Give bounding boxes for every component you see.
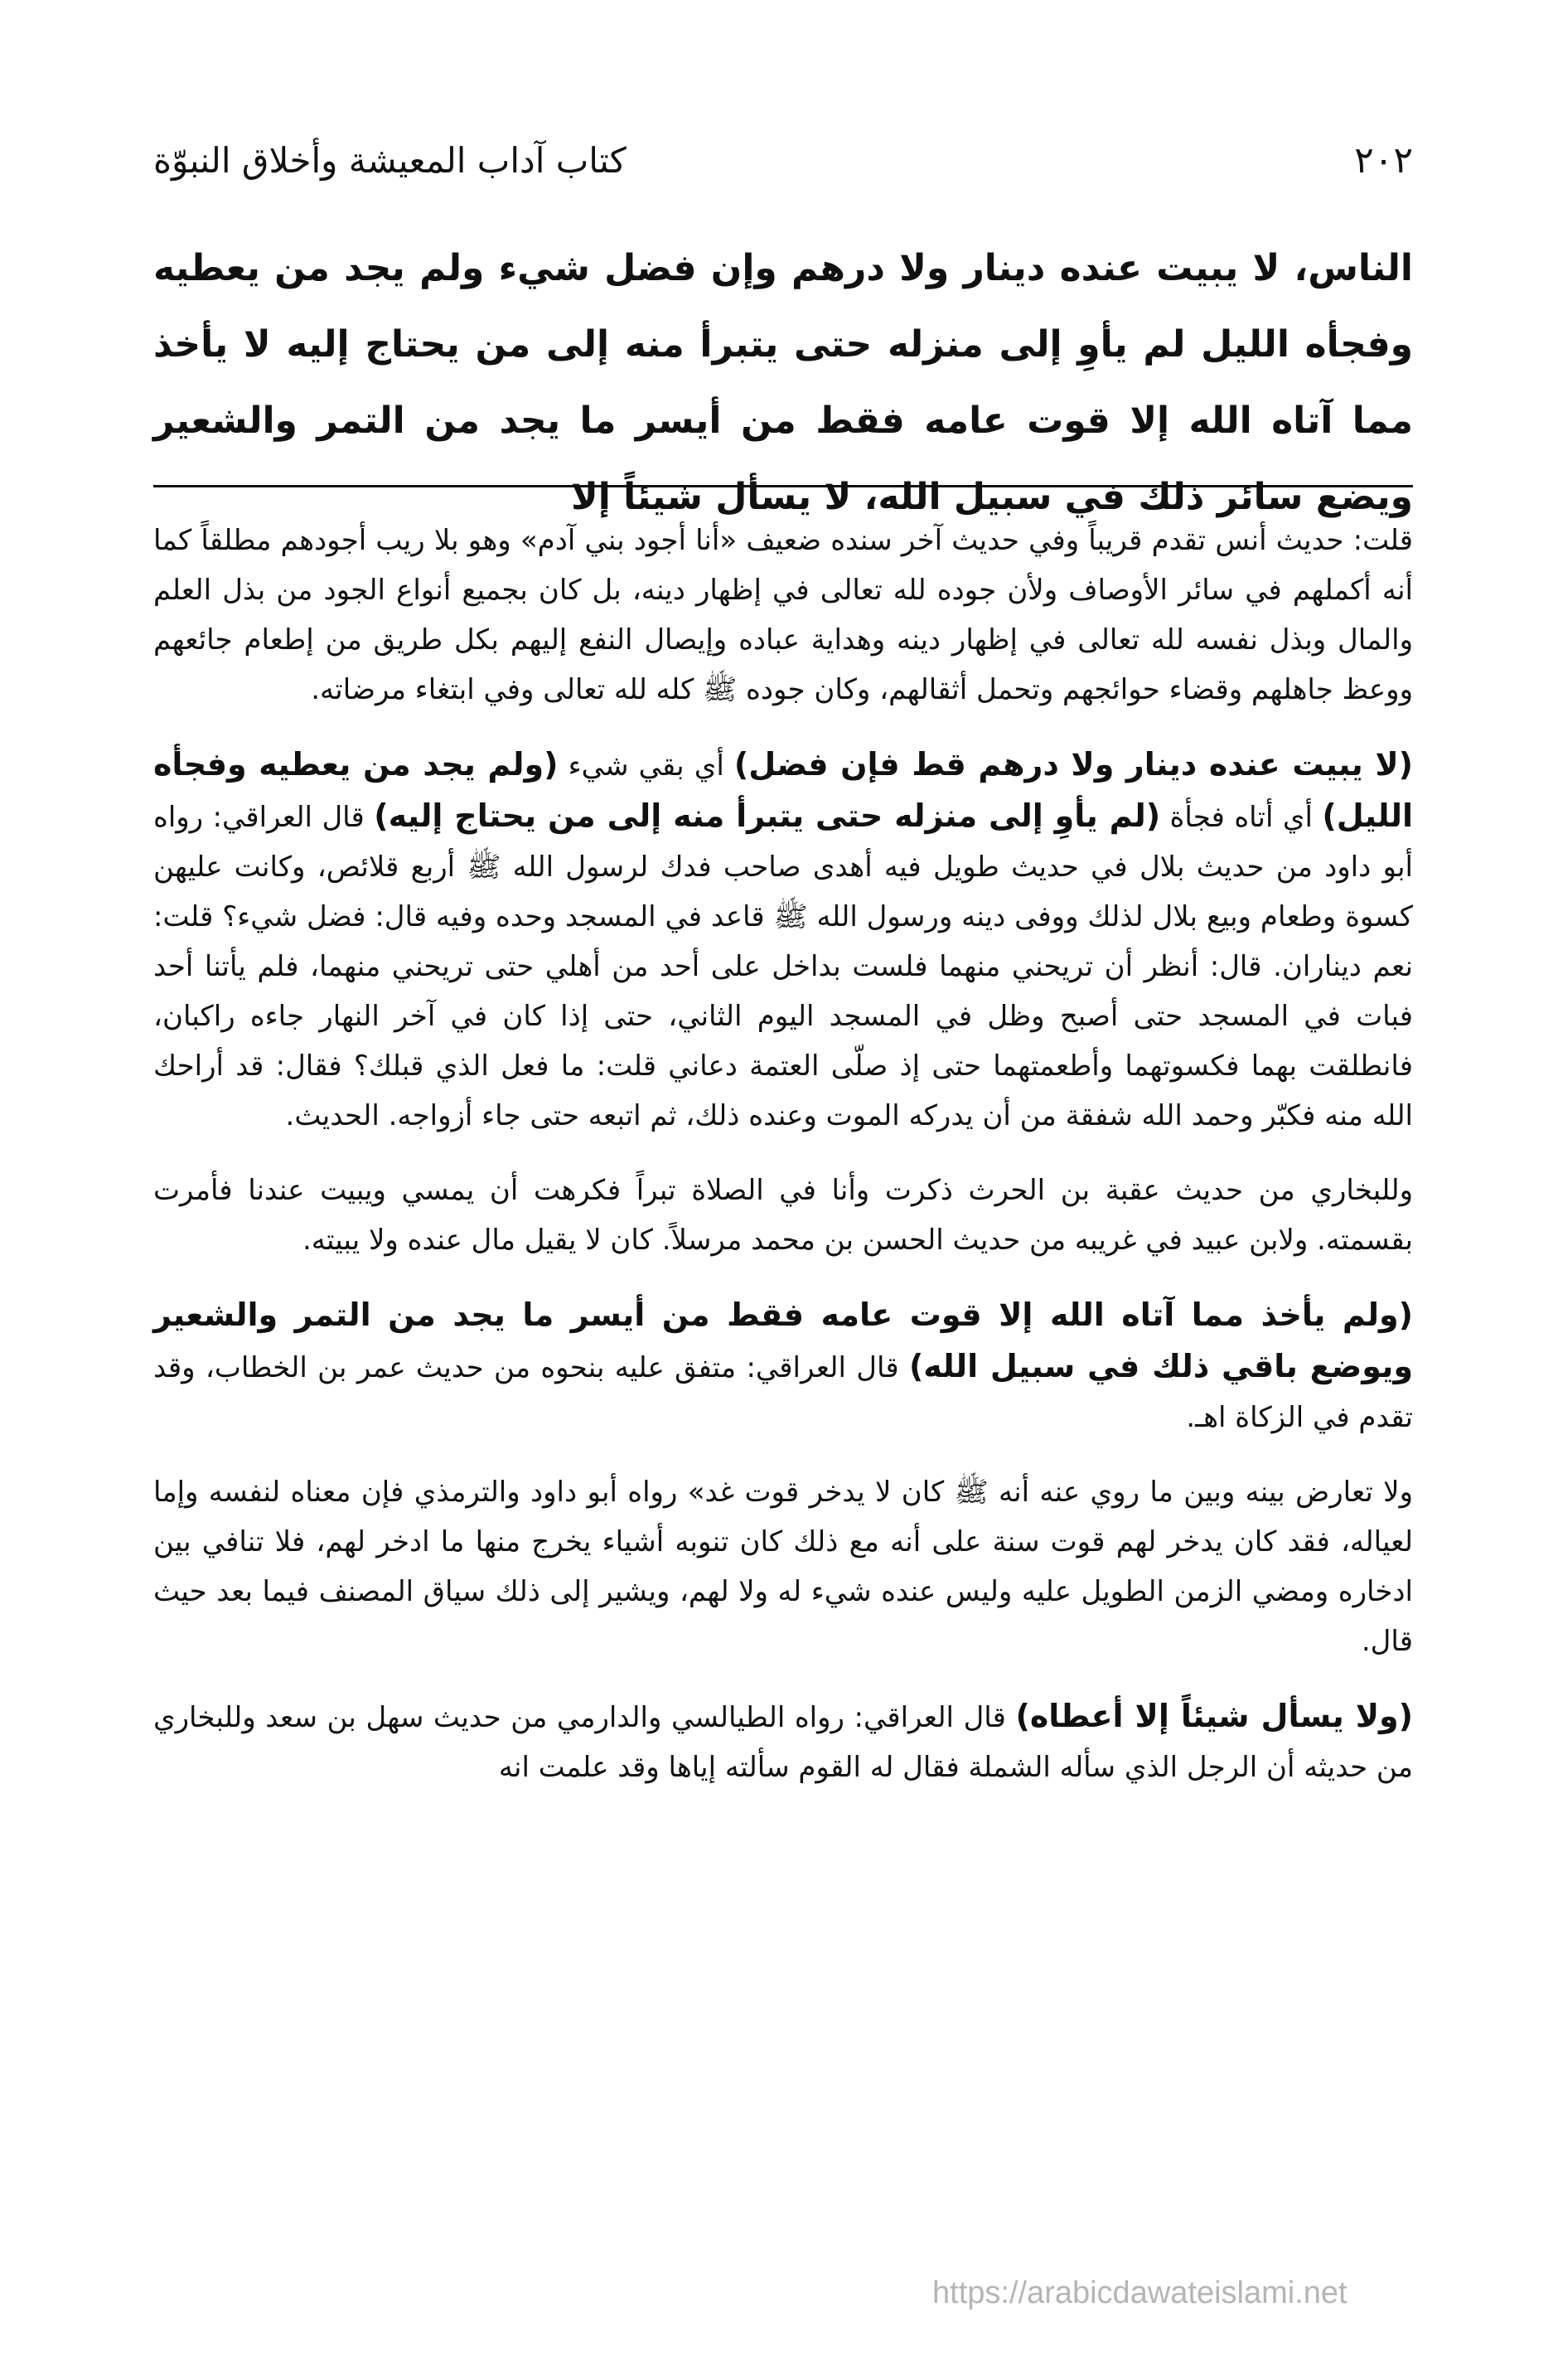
page-number: ٢٠٢ — [1354, 138, 1413, 182]
book-page — [153, 0, 1413, 2380]
commentary-paragraph — [153, 1290, 1413, 1442]
commentary-paragraph: وللبخاري من حديث عقبة بن الحرث ذكرت وأنا في الصلاة تبراً فكرهت أن يمسي ويبيت عندنا فأمرت بقسمته. ولابن عبيد في غريبه من حديث الحسن بن محمد مرسلاً. كان لا يقيل مال عنده ولا يبيته. — [153, 1174, 1413, 1257]
section-divider — [153, 485, 1413, 487]
explanation-text: قال العراقي: رواه الطيالسي والدارمي من حديث سهل بن سعد وللبخاري من حديثه أن الرجل الذي سأله الشملة فقال له القوم سألته إياها وقد علمت انه — [153, 1701, 1413, 1784]
commentary-paragraph — [153, 1691, 1413, 1792]
book-title: كتاب آداب المعيشة وأخلاق النبوّة — [153, 139, 627, 181]
commentary-paragraph: ولا تعارض بينه وبين ما روي عنه أنه ﷺ كان لا يدخر قوت غد» رواه أبو داود والترمذي فإن معناه لنفسه وإما لعياله، فقد كان يدخر لهم قوت سنة على أنه مع ذلك كان تنوبه أشياء يخرج منها ما ادخر لهم، فلا تنافي بين ادخاره ومضي الزمن الطويل عليه وليس عنده شيء له ولا لهم، ويشير إلى ذلك سياق المصنف فيما بعد حيث قال. — [153, 1476, 1413, 1658]
quoted-text: (لا يبيت عنده دينار ولا درهم قط فإن فضل) — [733, 746, 1413, 783]
commentary — [153, 516, 1413, 1817]
quoted-text: (ولم يأخذ مما آتاه الله إلا قوت عامه فقط من أيسر ما يجد من التمر والشعير ويوضع باقي ذلك في سبيل الله) — [153, 1297, 1413, 1384]
quoted-text: (ولا يسأل شيئاً إلا أعطاه) — [1015, 1698, 1413, 1734]
explanation-text: أي أتاه فجأة — [1169, 801, 1313, 834]
quoted-text: (لم يأوِ إلى منزله حتى يتبرأ منه إلى من يحتاج إليه) — [374, 797, 1161, 834]
explanation-text: قال العراقي: رواه أبو داود من حديث بلال في حديث طويل فيه أهدى صاحب فدك لرسول الله ﷺ أربع قلائص، وكانت عليهن كسوة وطعام وبيع بلال لذلك ووفى دينه ورسول الله ﷺ قاعد في المسجد وحده وفيه قال: فضل شيء؟ قلت: نعم ديناران. قال: أنظر أن تريحني منهما فلست بداخل على أحد من أهلي حتى تريحني منهما، فلم يأتنا أحد فبات في المسجد حتى أصبح وظل في المسجد اليوم الثاني، حتى إذا كان في آخر النهار جاءه راكبان، فانطلقت بهما فكسوتهما وأطعمتهما حتى إذ صلّى العتمة دعاني قلت: ما فعل الذي قبلك؟ فقال: قد أراحك الله منه فكبّر وحمد الله شفقة من أن يدركه الموت وعنده ذلك، ثم اتبعه حتى جاء أزواجه. الحديث. — [153, 801, 1413, 1132]
watermark-url: https://arabicdawateislami.net — [932, 2276, 1348, 2310]
explanation-text: قال العراقي: متفق عليه بنحوه من حديث عمر بن الخطاب، وقد تقدم في الزكاة اهـ. — [153, 1351, 1413, 1434]
running-header — [153, 131, 1413, 189]
main-text: الناس، لا يبيت عنده دينار ولا درهم وإن فضل شيء ولم يجد من يعطيه وفجأه الليل لم يأوِ إلى منزله حتى يتبرأ منه إلى من يحتاج إليه لا يأخذ مما آتاه الله إلا قوت عامه فقط من أيسر ما يجد من التمر والشعير ويضع سائر ذلك في سبيل الله، لا يسأل شيئاً إلا — [153, 247, 1413, 518]
commentary-paragraph — [153, 739, 1413, 1141]
quoted-text: (ولم يجد من يعطيه وفجأه الليل) — [153, 746, 1413, 834]
explanation-text: أي بقي شيء — [568, 749, 724, 783]
commentary-paragraph: قلت: حديث أنس تقدم قريباً وفي حديث آخر سنده ضعيف «أنا أجود بني آدم» وهو بلا ريب أجودهم مطلقاً كما أنه أكملهم في سائر الأوصاف ولأن جوده لله تعالى في إظهار دينه، بل كان بجميع أنواع الجود من بذل العلم والمال وبذل نفسه لله تعالى في إظهار دينه وهداية عباده وإيصال النفع إليهم بكل طريق من إطعام جائعهم ووعظ جاهلهم وقضاء حوائجهم وتحمل أثقالهم، وكان جوده ﷺ كله لله تعالى وفي ابتغاء مرضاته. — [153, 524, 1413, 706]
